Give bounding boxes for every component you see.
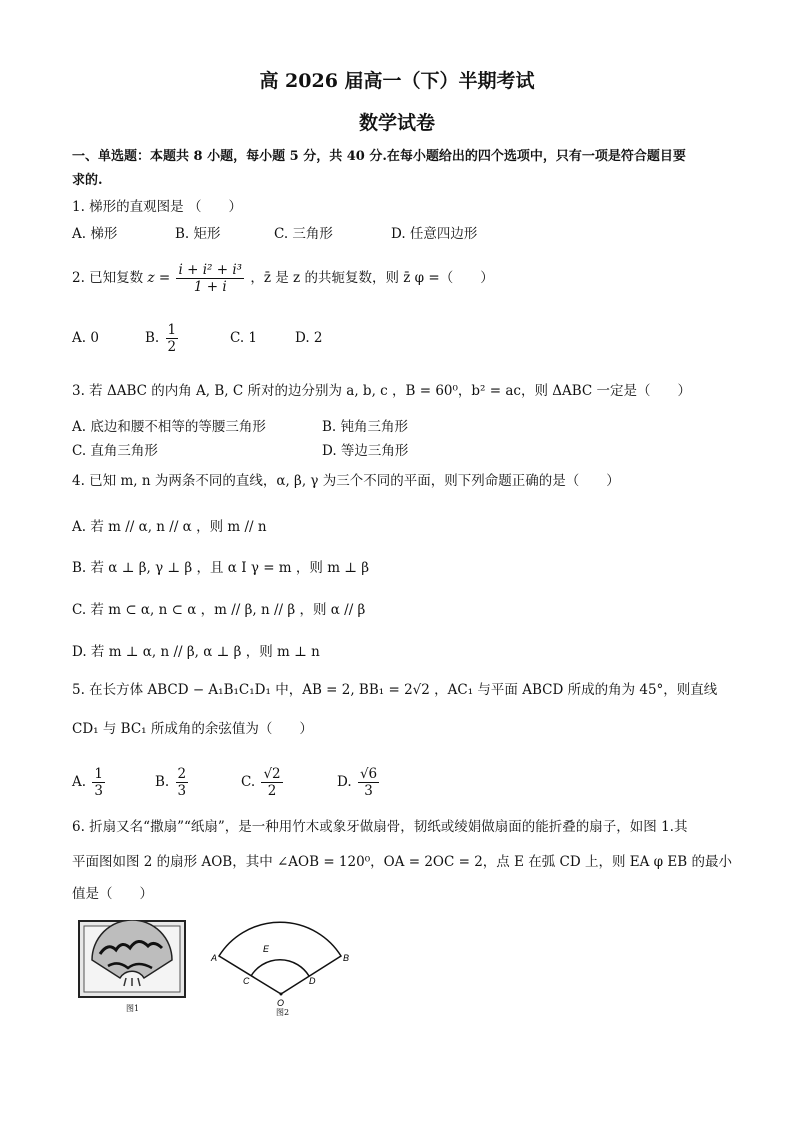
q5-option-d xyxy=(337,762,381,802)
q4-stem: 4. 已知 m, n 为两条不同的直线，α, β, γ 为三个不同的平面，则下列命题正确的是（ ） xyxy=(72,473,620,489)
fig2-caption: 图2 xyxy=(276,1008,290,1017)
q4-option-a: A. 若 m // α, n // α ，则 m // n xyxy=(72,519,267,535)
q5-b-den: 3 xyxy=(177,783,187,799)
q1-option-c: C. 三角形 xyxy=(274,226,333,242)
fig1-caption: 图1 xyxy=(126,1004,140,1013)
q2-stem-post: ，z̄ 是 z 的共轭复数，则 z̄ φ =（ ） xyxy=(250,270,494,286)
q5-a-num: 1 xyxy=(94,766,103,782)
fan-photo-figure xyxy=(78,920,186,998)
q4-option-c: C. 若 m ⊂ α, n ⊂ α ，m // β, n // β ，则 α // β xyxy=(72,602,366,618)
q2-fraction-denominator: 1 + i xyxy=(193,279,227,295)
exam-subtitle: 数学试卷 xyxy=(358,112,435,134)
q5-d-num: √6 xyxy=(359,766,378,782)
q5-option-b xyxy=(155,762,190,802)
q3-option-d: D. 等边三角形 xyxy=(322,443,409,459)
label-a: A xyxy=(211,953,218,963)
q5-b-num: 2 xyxy=(177,766,187,782)
q2-fraction-numerator: i + i² + i³ xyxy=(178,262,243,278)
q5-option-c-fraction xyxy=(261,766,282,799)
q3-stem: 3. 若 ΔABC 的内角 A, B, C 所对的边分别为 a, b, c ，B = 60⁰，b² = ac，则 ΔABC 一定是（ ） xyxy=(72,383,692,399)
q2-option-b-label: B. xyxy=(145,330,160,346)
q5-option-c xyxy=(241,762,285,802)
sector-diagram-svg xyxy=(205,912,355,1008)
q5-option-d-label: D. xyxy=(337,774,352,790)
q5-option-c-label: C. xyxy=(241,774,256,790)
exam-title: 高 2026 届高一（下）半期考试 xyxy=(259,70,535,92)
q5-c-den: 2 xyxy=(267,783,277,799)
q5-a-den: 3 xyxy=(94,783,103,799)
q5-c-num: √2 xyxy=(263,766,281,782)
q6-stem-line1: 6. 折扇又名“撒扇”“纸扇”，是一种用竹木或象牙做扇骨，韧纸或绫娟做扇面的能折叠的扇子，如图 1.其 xyxy=(72,819,688,835)
q6-stem-line2: 平面图如图 2 的扇形 AOB，其中 ∠AOB = 120⁰，OA = 2OC = 2，点 E 在弧 CD 上，则 EA φ EB 的最小 xyxy=(72,854,732,870)
q1-option-b: B. 矩形 xyxy=(175,226,221,242)
q2-option-d: D. 2 xyxy=(295,330,323,346)
q5-option-a-label: A. xyxy=(72,774,87,790)
label-c: C xyxy=(243,976,250,986)
q5-d-den: 3 xyxy=(364,783,373,799)
label-o: O xyxy=(277,998,285,1008)
q5-option-a xyxy=(72,762,107,802)
section-instruction-line1: 一、单选题：本题共 8 小题，每小题 5 分，共 40 分.在每小题给出的四个选项中，只有一项是符合题目要 xyxy=(72,149,686,164)
inner-arc-cd xyxy=(251,960,309,976)
q2-stem xyxy=(72,260,494,296)
q4-option-d: D. 若 m ⊥ α, n // β, α ⊥ β ，则 m ⊥ n xyxy=(72,644,320,660)
q1-stem: 1. 梯形的直观图是 （ ） xyxy=(72,199,242,215)
q2-z-eq: z = xyxy=(147,270,171,286)
q2-fraction xyxy=(176,262,244,295)
q1-option-a: A. 梯形 xyxy=(72,226,118,242)
q2-stem-pre: 2. 已知复数 xyxy=(72,270,144,286)
q6-stem-line3: 值是（ ） xyxy=(72,886,153,902)
q5-option-d-fraction xyxy=(358,766,379,799)
q3-option-c: C. 直角三角形 xyxy=(72,443,158,459)
q4-option-b: B. 若 α ⊥ β, γ ⊥ β ，且 α I γ = m ，则 m ⊥ β xyxy=(72,560,370,576)
section-instruction-line2: 求的. xyxy=(72,173,103,188)
q2-option-b-den: 2 xyxy=(167,339,177,355)
q1-option-d: D. 任意四边形 xyxy=(391,226,478,242)
q2-option-b xyxy=(145,318,180,358)
label-b: B xyxy=(343,953,350,963)
q3-option-b: B. 钝角三角形 xyxy=(322,419,409,435)
q5-option-a-fraction xyxy=(92,766,105,799)
fan-photo-icon xyxy=(78,920,186,998)
label-d: D xyxy=(309,976,316,986)
q5-option-b-fraction xyxy=(176,766,189,799)
q2-option-b-num: 1 xyxy=(167,322,177,338)
outer-sector-arc xyxy=(219,922,341,994)
q5-option-b-label: B. xyxy=(155,774,170,790)
q5-stem-line2: CD₁ 与 BC₁ 所成角的余弦值为（ ） xyxy=(72,721,313,737)
point-o xyxy=(280,993,283,996)
q3-option-a: A. 底边和腰不相等的等腰三角形 xyxy=(72,419,266,435)
q2-option-c: C. 1 xyxy=(230,330,258,346)
sector-diagram xyxy=(205,912,355,1008)
q2-option-b-fraction xyxy=(166,322,179,355)
q5-stem-line1: 5. 在长方体 ABCD − A₁B₁C₁D₁ 中，AB = 2, BB₁ = 2√2 ，AC₁ 与平面 ABCD 所成的角为 45°，则直线 xyxy=(72,682,718,698)
label-e: E xyxy=(263,944,270,954)
q2-option-a: A. 0 xyxy=(72,330,99,346)
